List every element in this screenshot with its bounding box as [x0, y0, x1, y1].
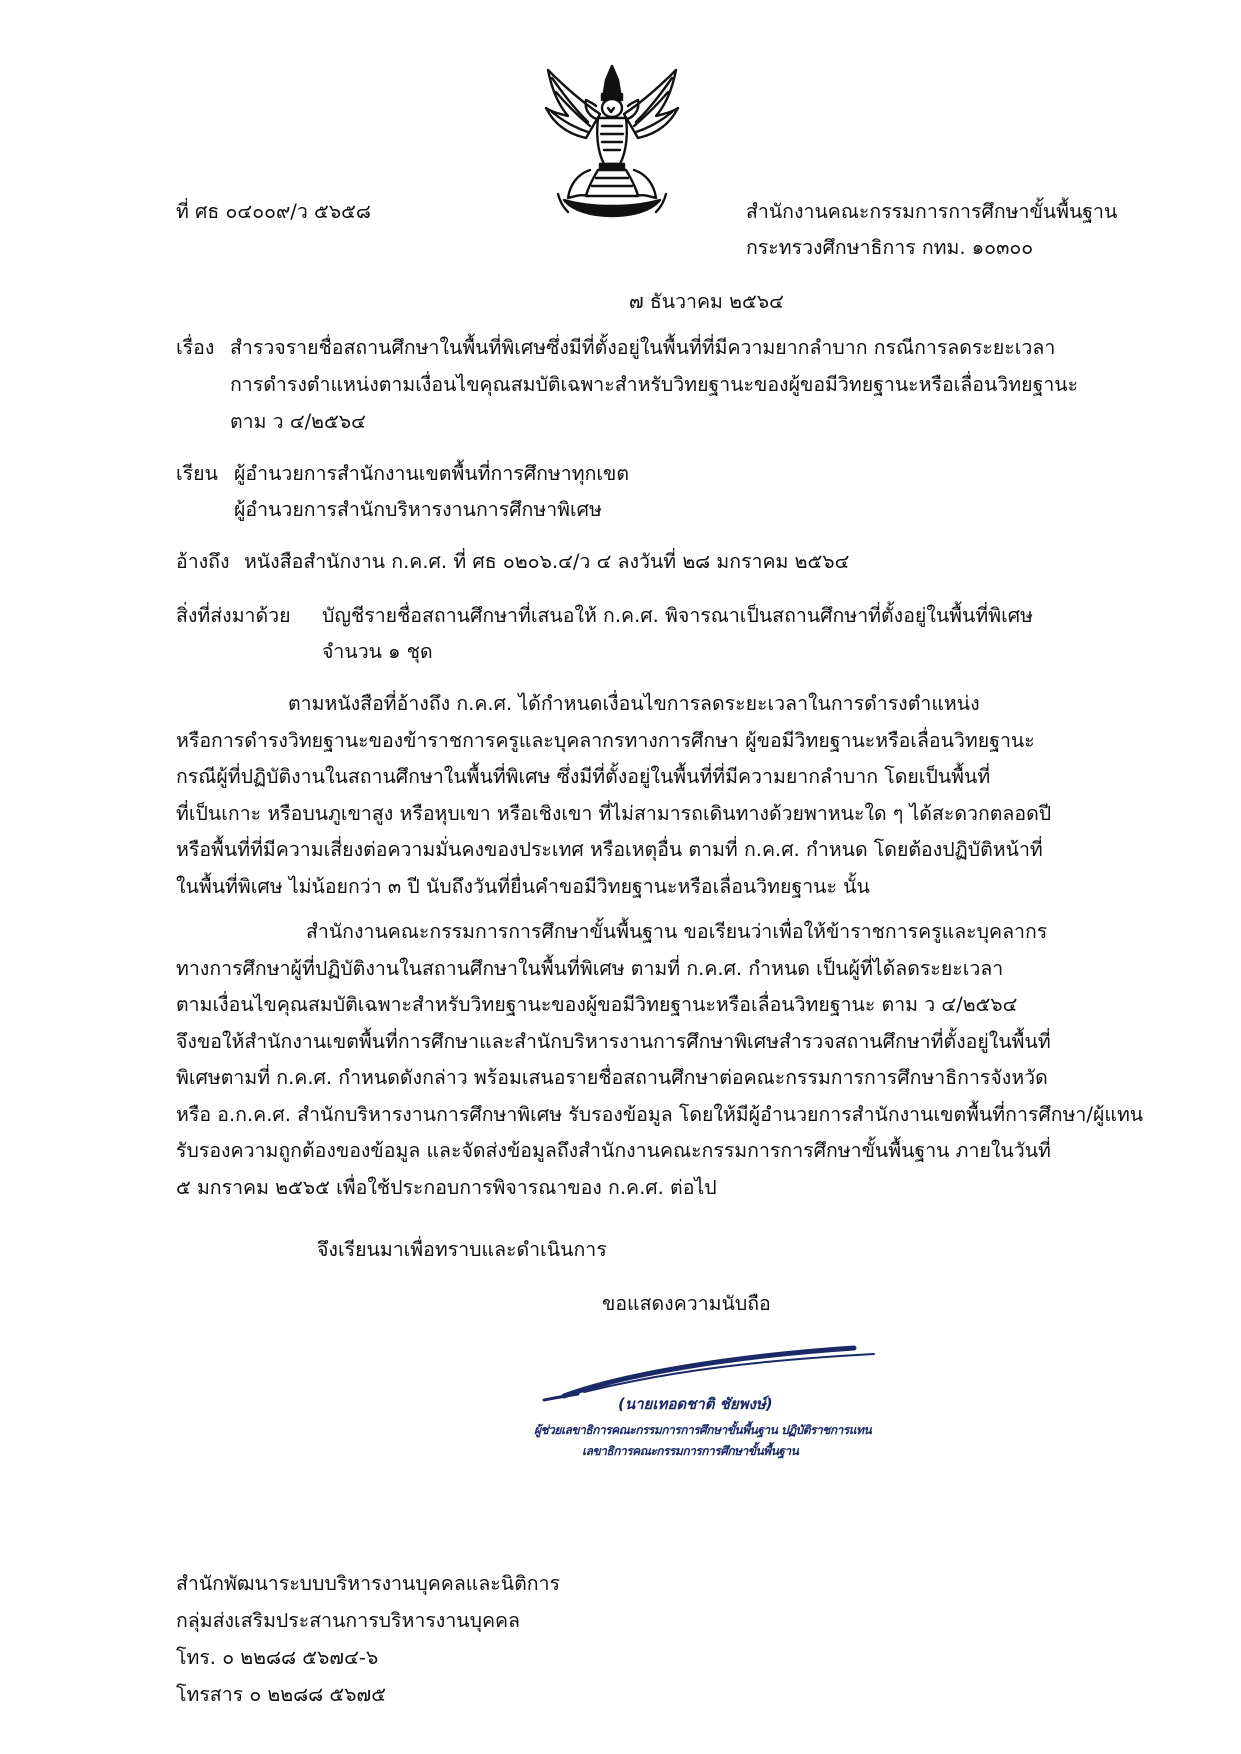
footer-fax: โทรสาร ๐ ๒๒๘๘ ๕๖๗๕ — [176, 1683, 386, 1706]
footer-telephone: โทร. ๐ ๒๒๘๘ ๕๖๗๔-๖ — [176, 1646, 379, 1669]
addressee-label: เรียน — [176, 462, 218, 485]
paragraph-line: ที่เป็นเกาะ หรือบนภูเขาสูง หรือหุบเขา หรือเชิงเขา ที่ไม่สามารถเดินทางด้วยพาหนะใด ๆ ได้สะดวกตลอดปี — [176, 801, 1052, 825]
body-paragraph-1 — [176, 686, 1051, 905]
paragraph-line: หรือ อ.ก.ค.ศ. สำนักบริหารงานการศึกษาพิเศษ รับรองข้อมูล โดยให้มีผู้อำนวยการสำนักงานเขตพื้นที่การศึกษา/ผู้แทน — [176, 1102, 1144, 1126]
paragraph-line: ทางการศึกษาผู้ที่ปฏิบัติงานในสถานศึกษาในพื้นที่พิเศษ ตามที่ ก.ค.ศ. กำหนด เป็นผู้ที่ได้ลดระยะเวลา — [176, 956, 1004, 980]
signatory-position: เลขาธิการคณะกรรมการการศึกษาขั้นพื้นฐาน — [582, 1444, 799, 1458]
issuing-office: สำนักงานคณะกรรมการการศึกษาขั้นพื้นฐาน — [746, 200, 1118, 223]
subject-line: ตาม ว ๔/๒๕๖๔ — [230, 410, 366, 433]
addressee-line: ผู้อำนวยการสำนักงานเขตพื้นที่การศึกษาทุกเขต — [234, 462, 630, 485]
paragraph-line: หรือพื้นที่ที่มีความเสี่ยงต่อความมั่นคงของประเทศ หรือเหตุอื่น ตามที่ ก.ค.ศ. กำหนด โดยต้องปฏิบัติหน้าที่ — [176, 838, 1043, 861]
subject-line: สำรวจรายชื่อสถานศึกษาในพื้นที่พิเศษซึ่งมีที่ตั้งอยู่ในพื้นที่ที่มีความยากลำบาก กรณีการลดระยะเวลา — [230, 336, 1056, 359]
salutation: ขอแสดงความนับถือ — [602, 1292, 771, 1315]
paragraph-line: ตามเงื่อนไขคุณสมบัติเฉพาะสำหรับวิทยฐานะของผู้ขอมีวิทยฐานะหรือเลื่อนวิทยฐานะ ตาม ว ๔/๒๕๖๔ — [176, 993, 1018, 1016]
signatory-position: ผู้ช่วยเลขาธิการคณะกรรมการการศึกษาขั้นพื้นฐาน ปฏิบัติราชการแทน — [534, 1423, 872, 1437]
document-date: ๗ ธันวาคม ๒๕๖๔ — [629, 290, 784, 313]
subject-label: เรื่อง — [176, 336, 215, 359]
issuing-office-address: กระทรวงศึกษาธิการ กทม. ๑๐๓๐๐ — [746, 236, 1034, 259]
paragraph-line: สำนักงานคณะกรรมการการศึกษาขั้นพื้นฐาน ขอเรียนว่าเพื่อให้ข้าราชการครูและบุคลากร — [306, 920, 1048, 943]
subject-line: การดำรงตำแหน่งตามเงื่อนไขคุณสมบัติเฉพาะสำหรับวิทยฐานะของผู้ขอมีวิทยฐานะหรือเลื่อนวิทยฐานะ — [230, 373, 1079, 396]
document-reference-number: ที่ ศธ ๐๔๐๐๙/ว ๕๖๕๘ — [176, 200, 371, 223]
footer-group: กลุ่มส่งเสริมประสานการบริหารงานบุคคล — [176, 1609, 521, 1632]
enclosure-line: บัญชีรายชื่อสถานศึกษาที่เสนอให้ ก.ค.ศ. พิจารณาเป็นสถานศึกษาที่ตั้งอยู่ในพื้นที่พิเศษ — [322, 604, 1033, 627]
closing-line: จึงเรียนมาเพื่อทราบและดำเนินการ — [317, 1238, 607, 1261]
paragraph-line: ในพื้นที่พิเศษ ไม่น้อยกว่า ๓ ปี นับถึงวันที่ยื่นคำขอมีวิทยฐานะหรือเลื่อนวิทยฐานะ นั้น — [176, 874, 870, 898]
reference-text: หนังสือสำนักงาน ก.ค.ศ. ที่ ศธ ๐๒๐๖.๔/ว ๔ ลงวันที่ ๒๘ มกราคม ๒๕๖๔ — [244, 550, 850, 573]
paragraph-line: ตามหนังสือที่อ้างถึง ก.ค.ศ. ได้กำหนดเงื่อนไขการลดระยะเวลาในการดำรงตำแหน่ง — [288, 692, 980, 715]
paragraph-line: รับรองความถูกต้องของข้อมูล และจัดส่งข้อมูลถึงสำนักงานคณะกรรมการการศึกษาขั้นพื้นฐาน ภายในวันที่ — [176, 1139, 1051, 1162]
enclosure-line: จำนวน ๑ ชุด — [322, 640, 433, 663]
garuda-emblem-icon — [538, 62, 686, 220]
paragraph-line: กรณีผู้ที่ปฏิบัติงานในสถานศึกษาในพื้นที่พิเศษ ซึ่งมีที่ตั้งอยู่ในพื้นที่ที่มีความยากลำบาก โดยเป็นพื้นที่ — [176, 765, 991, 788]
reference-label: อ้างถึง — [176, 550, 230, 573]
paragraph-line: ๕ มกราคม ๒๕๖๕ เพื่อใช้ประกอบการพิจารณาของ ก.ค.ศ. ต่อไป — [176, 1175, 717, 1199]
addressee-line: ผู้อำนวยการสำนักบริหารงานการศึกษาพิเศษ — [234, 498, 602, 521]
paragraph-line: หรือการดำรงวิทยฐานะของข้าราชการครูและบุคลากรทางการศึกษา ผู้ขอมีวิทยฐานะหรือเลื่อนวิทยฐานะ — [176, 728, 1035, 752]
paragraph-line: จึงขอให้สำนักงานเขตพื้นที่การศึกษาและสำนักบริหารงานการศึกษาพิเศษสำรวจสถานศึกษาที่ตั้งอยู่ในพื้นที่ — [176, 1029, 1051, 1053]
body-paragraph-2 — [176, 914, 1143, 1206]
signatory-name: (นายเทอดชาติ ชัยพงษ์) — [618, 1395, 773, 1413]
enclosure-label: สิ่งที่ส่งมาด้วย — [176, 604, 291, 627]
footer-office: สำนักพัฒนาระบบบริหารงานบุคคลและนิติการ — [176, 1572, 561, 1595]
paragraph-line: พิเศษตามที่ ก.ค.ศ. กำหนดดังกล่าว พร้อมเสนอรายชื่อสถานศึกษาต่อคณะกรรมการการศึกษาธิการจังหวัด — [176, 1066, 1048, 1089]
